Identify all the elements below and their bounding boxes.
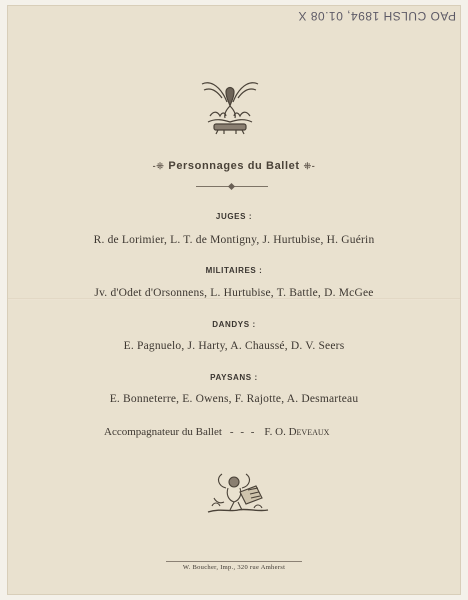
phoenix-eagle-emblem-icon: [196, 72, 264, 140]
section-heading-dandys: DANDYS :: [212, 320, 256, 329]
section-heading-paysans: PAYSANS :: [210, 373, 258, 382]
archive-reference: PAO CULSH 1894, 01.08 X: [297, 9, 456, 23]
cherub-vignette-icon: [204, 468, 272, 516]
section-heading-militaires: MILITAIRES :: [205, 266, 263, 275]
accompanist-line: [104, 426, 329, 438]
program-title: [0, 160, 468, 172]
section-heading-juges: JUGES :: [215, 212, 253, 221]
section-names-militaires: Jv. d'Odet d'Orsonnens, L. Hurtubise, T. Battle, D. McGee: [94, 287, 374, 299]
imprint-rule: [166, 561, 302, 562]
printer-imprint: W. Boucher, Imp., 320 rue Amherst: [182, 564, 286, 571]
accompanist-label: Accompagnateur du Ballet: [104, 426, 222, 438]
section-names-paysans: E. Bonneterre, E. Owens, F. Rajotte, A. Desmarteau: [109, 393, 359, 405]
title-ornament-left: -⁜: [152, 161, 165, 171]
accompanist-separator: - - -: [229, 426, 257, 438]
section-names-juges: R. de Lorimier, L. T. de Montigny, J. Hurtubise, H. Guérin: [93, 234, 375, 246]
accompanist-name: F. O. Deveaux: [264, 426, 330, 438]
title-text: Personnages du Ballet: [168, 160, 300, 172]
section-names-dandys: E. Pagnuelo, J. Harty, A. Chaussé, D. V. Seers: [123, 340, 345, 352]
title-ornament-right: ⁜-: [303, 161, 316, 171]
